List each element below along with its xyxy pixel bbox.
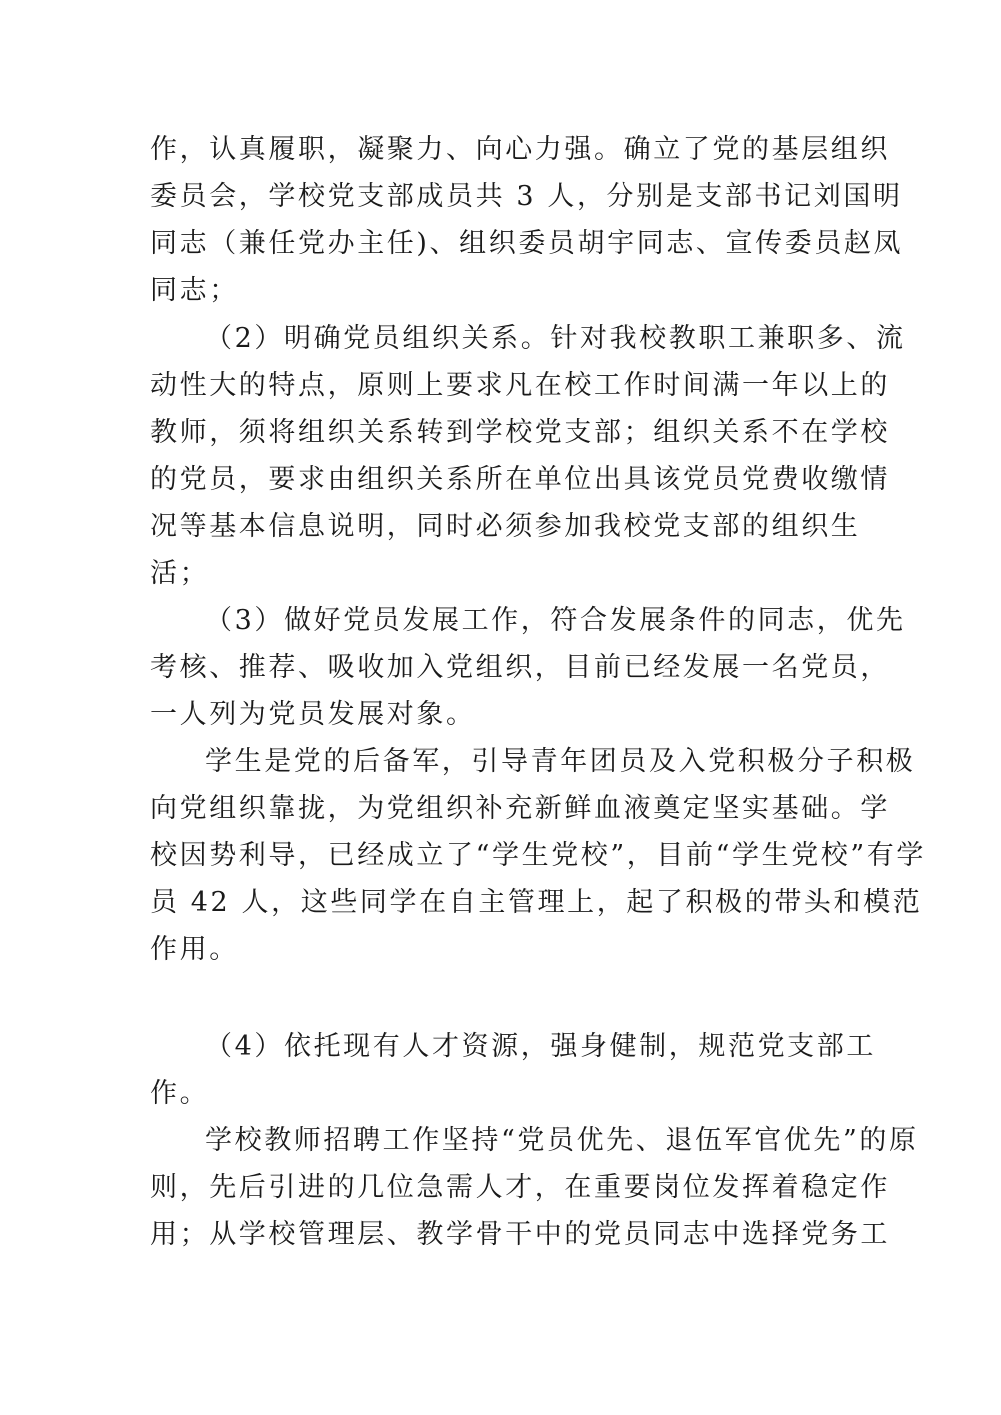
text-line: 作用。	[150, 934, 239, 965]
text-line: （4）依托现有人才资源，强身健制，规范党支部工	[205, 1031, 876, 1062]
text-line: 教师，须将组织关系转到学校党支部；组织关系不在学校	[150, 417, 890, 448]
text-line: 动性大的特点，原则上要求凡在校工作时间满一年以上的	[150, 370, 890, 401]
text-line: 作，认真履职，凝聚力、向心力强。确立了党的基层组织	[150, 134, 890, 165]
text-line: 活；	[150, 558, 210, 589]
text-line: 学校教师招聘工作坚持“党员优先、退伍军官优先”的原	[205, 1125, 919, 1156]
text-line: 况等基本信息说明，同时必须参加我校党支部的组织生	[150, 511, 861, 542]
text-line: 的党员，要求由组织关系所在单位出具该党员党费收缴情	[150, 464, 890, 495]
text-line: 校因势利导，已经成立了“学生党校”，目前“学生党校”有学	[150, 840, 927, 871]
text-line: 学生是党的后备军，引导青年团员及入党积极分子积极	[205, 746, 916, 777]
text-line: 一人列为党员发展对象。	[150, 699, 476, 730]
text-line: 则，先后引进的几位急需人才，在重要岗位发挥着稳定作	[150, 1172, 890, 1203]
text-line: （2）明确党员组织关系。针对我校教职工兼职多、流	[205, 323, 906, 354]
text-line: （3）做好党员发展工作，符合发展条件的同志，优先	[205, 605, 906, 636]
text-line: 向党组织靠拢，为党组织补充新鲜血液奠定坚实基础。学	[150, 793, 890, 824]
text-line: 用；从学校管理层、教学骨干中的党员同志中选择党务工	[150, 1219, 890, 1250]
text-line: 委员会，学校党支部成员共 3 人，分别是支部书记刘国明	[150, 181, 903, 212]
text-line: 同志（兼任党办主任)、组织委员胡宇同志、宣传委员赵凤	[150, 228, 904, 259]
text-line: 同志；	[150, 275, 239, 306]
text-line: 作。	[150, 1078, 210, 1109]
text-line: 员 42 人，这些同学在自主管理上，起了积极的带头和模范	[150, 887, 923, 918]
text-line: 考核、推荐、吸收加入党组织，目前已经发展一名党员，	[150, 652, 890, 683]
